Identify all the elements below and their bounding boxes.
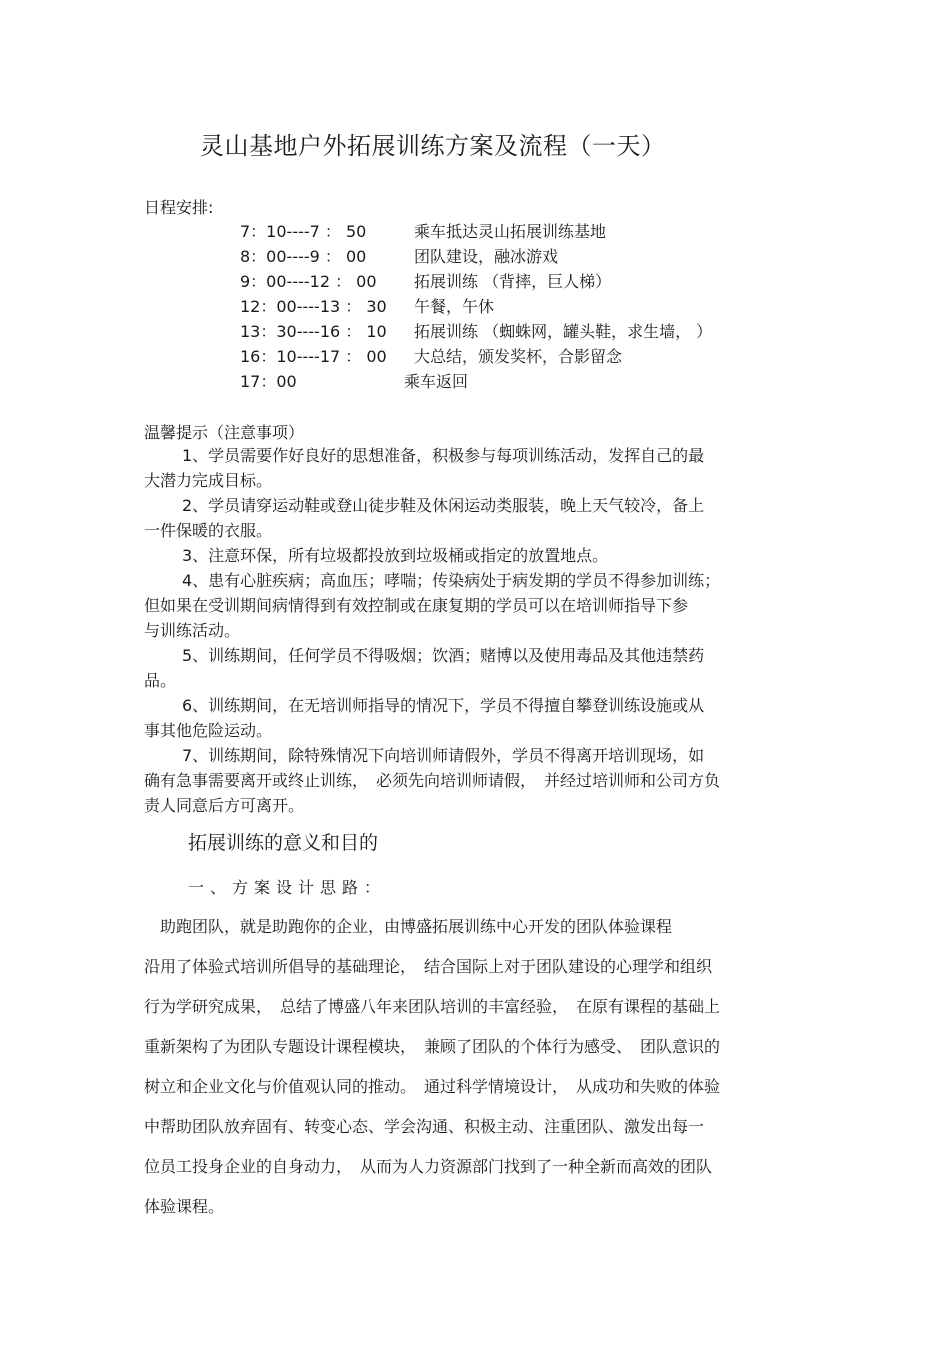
- paragraph-line: 行为学研究成果， 总结了博盛八年来团队培训的丰富经验， 在原有课程的基础上: [144, 997, 721, 1016]
- tip-line: 2、学员请穿运动鞋或登山徒步鞋及休闲运动类服装，晚上天气较冷，备上: [182, 496, 705, 515]
- body-paragraph: [144, 907, 804, 1227]
- schedule-heading: 日程安排:: [144, 198, 214, 217]
- tip-item: [144, 543, 804, 568]
- tip-line: 7、训练期间，除特殊情况下向培训师请假外，学员不得离开培训现场，如: [182, 746, 705, 765]
- page-title: 灵山基地户外拓展训练方案及流程（一天）: [200, 132, 666, 160]
- schedule-time: 9：00----12 ： 00: [240, 272, 377, 291]
- tip-line: 3、注意环保，所有垃圾都投放到垃圾桶或指定的放置地点。: [182, 546, 609, 565]
- paragraph-line: 树立和企业文化与价值观认同的推动。 通过科学情境设计， 从成功和失败的体验: [144, 1077, 721, 1096]
- tip-line: 责人同意后方可离开。: [144, 796, 305, 815]
- tip-line: 5、训练期间，任何学员不得吸烟；饮酒；赌博以及使用毒品及其他违禁药: [182, 646, 705, 665]
- paragraph-line: 沿用了体验式培训所倡导的基础理论， 结合国际上对于团队建设的心理学和组织: [144, 957, 713, 976]
- tip-line: 确有急事需要离开或终止训练， 必须先向培训师请假， 并经过培训师和公司方负: [144, 771, 721, 790]
- tip-line: 4、患有心脏疾病；高血压；哮喘；传染病处于病发期的学员不得参加训练；: [182, 571, 721, 590]
- tip-item: [144, 568, 804, 643]
- tip-line: 大潜力完成目标。: [144, 471, 273, 490]
- schedule-activity: 乘车抵达灵山拓展训练基地: [414, 222, 607, 241]
- schedule-activity: 拓展训练 （蜘蛛网，罐头鞋，求生墙， ）: [414, 322, 713, 341]
- tips-list: [144, 443, 804, 818]
- paragraph-line: 重新架构了为团队专题设计课程模块， 兼顾了团队的个体行为感受、 团队意识的: [144, 1037, 721, 1056]
- schedule-row: [240, 269, 612, 294]
- schedule-row: [240, 244, 559, 269]
- section-title: 拓展训练的意义和目的: [188, 832, 379, 854]
- paragraph-line: 体验课程。: [144, 1197, 225, 1216]
- tip-line: 1、学员需要作好良好的思想准备，积极参与每项训练活动，发挥自己的最: [182, 446, 705, 465]
- tip-item: [144, 643, 804, 693]
- schedule-time: 12：00----13 ： 30: [240, 297, 387, 316]
- tip-item: [144, 693, 804, 743]
- tips-heading: 温馨提示（注意事项）: [144, 423, 305, 442]
- tip-line: 事其他危险运动。: [144, 721, 273, 740]
- schedule-time: 13：30----16 ： 10: [240, 322, 387, 341]
- schedule-activity: 团队建设，融冰游戏: [414, 247, 559, 266]
- tip-line: 品。: [144, 671, 177, 690]
- schedule-activity: 大总结，颁发奖杯，合影留念: [414, 347, 623, 366]
- schedule-time: 17：00: [240, 372, 297, 391]
- schedule-activity: 午餐，午休: [414, 297, 495, 316]
- tip-line: 一件保暖的衣服。: [144, 521, 273, 540]
- tip-item: [144, 443, 804, 493]
- schedule-activity: 乘车返回: [404, 372, 469, 391]
- paragraph-line: 助跑团队，就是助跑你的企业，由博盛拓展训练中心开发的团队体验课程: [144, 917, 673, 936]
- schedule-row: [240, 369, 469, 394]
- schedule-row: [240, 294, 495, 319]
- schedule-row: [240, 219, 607, 244]
- schedule-time: 8：00----9 ： 00: [240, 247, 367, 266]
- schedule-row: [240, 319, 713, 344]
- paragraph-line: 位员工投身企业的自身动力， 从而为人力资源部门找到了一种全新而高效的团队: [144, 1157, 713, 1176]
- schedule-activity: 拓展训练 （背摔，巨人梯）: [414, 272, 612, 291]
- tip-item: [144, 493, 804, 543]
- paragraph-line: 中帮助团队放弃固有、转变心态、学会沟通、积极主动、注重团队、激发出每一: [144, 1117, 705, 1136]
- tip-line: 但如果在受训期间病情得到有效控制或在康复期的学员可以在培训师指导下参: [144, 596, 689, 615]
- schedule-time: 16：10----17 ： 00: [240, 347, 387, 366]
- schedule-row: [240, 344, 623, 369]
- tip-item: [144, 743, 804, 818]
- tip-line: 6、训练期间，在无培训师指导的情况下，学员不得擅自攀登训练设施或从: [182, 696, 705, 715]
- schedule-time: 7：10----7 ： 50: [240, 222, 367, 241]
- tip-line: 与训练活动。: [144, 621, 241, 640]
- subsection-title: 一、方案设计思路：: [188, 878, 387, 897]
